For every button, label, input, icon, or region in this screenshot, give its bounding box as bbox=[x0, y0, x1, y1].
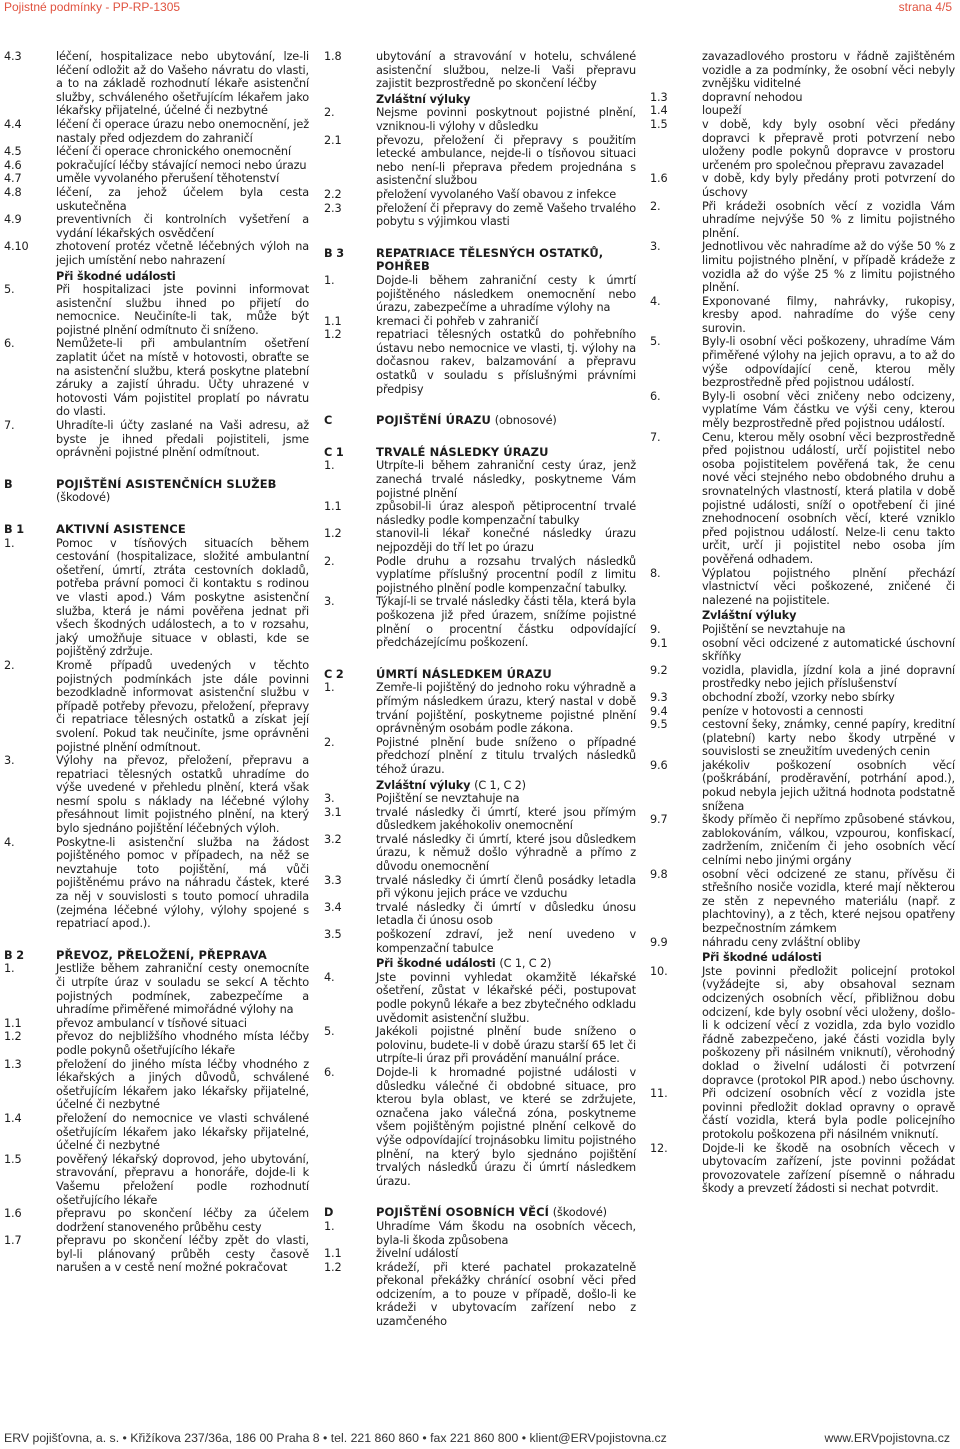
subheading bbox=[650, 951, 955, 965]
clause-item bbox=[324, 681, 636, 735]
page-number: strana 4/5 bbox=[898, 0, 952, 14]
section-title: TRVALÉ NÁSLEDKY ÚRAZU bbox=[376, 444, 549, 459]
clause-text: přeložení do nemocnice ve vlasti schválené ošetřujícím lékařem jako lékařsky přijatelné, účelné či nezbytné bbox=[56, 1111, 309, 1153]
clause-text: Cenu, kterou měly osobní věci bezprostředně před pojistnou událostí, určí pojistitel nebo osoba pojistitelem pověřená tak, že cenu nové věci stejného nebo obdobného druhu a srovnatelných vlastností, která platila v době pojistné události, sníží o opotřebení či jiné znehodnocení osobních věcí, které vzniklo před pojistnou událostí. Nelze-li cenu takto určit, určí ji pojistitel nebo osoba jím pověřená odhadem. bbox=[702, 430, 955, 566]
clause-text: přeložení či přepravy do země Vašeho trvalého pobytu s výjimkou vlasti bbox=[376, 201, 636, 229]
clause-item bbox=[324, 1247, 636, 1261]
clause-number: 7. bbox=[4, 419, 15, 433]
clause-text: léčení či operace chronického onemocnění bbox=[56, 145, 291, 159]
clause-item bbox=[4, 1030, 309, 1057]
clause-number: 1. bbox=[324, 459, 335, 473]
clause-item bbox=[324, 874, 636, 901]
clause-item bbox=[324, 901, 636, 928]
clause-number: 1. bbox=[4, 536, 15, 550]
spacer bbox=[4, 460, 309, 466]
clause-number: 1.5 bbox=[4, 1152, 22, 1166]
clause-item bbox=[4, 118, 309, 145]
column-middle bbox=[324, 50, 636, 1329]
clause-text: Výlohy na převoz, přeložení, přepravu a repatriaci tělesných ostatků uhradíme do výše uvedené v přehledu plnění, která však nesmí spolu s náklady na léčebné výlohy přesáhnout limit pojistného plnění, na který bylo sjednáno pojištění léčebných výloh. bbox=[56, 754, 309, 836]
clause-number: 2. bbox=[324, 554, 335, 568]
clause-item bbox=[4, 1207, 309, 1234]
clause-number: 1.3 bbox=[4, 1057, 22, 1071]
clause-text: krádeží, při které pachatel prokazatelně překonal překážky chránící osobní věci před odcizením, a to pouze v případě, došlo-li ke krádeži v ubytovacím zařízení nebo z uzamčeného bbox=[376, 1260, 636, 1329]
clause-number: 1.6 bbox=[650, 172, 668, 186]
clause-text: Pojištění se nevztahuje na bbox=[702, 622, 846, 636]
section-code: B 1 bbox=[4, 523, 24, 536]
section-heading bbox=[324, 1206, 636, 1220]
clause-text: cestovní šeky, známky, cenné papíry, kreditní (platební) karty nebo škody utrpěné v souvislosti se zneužitím uvedených cenin bbox=[702, 718, 955, 759]
clause-number: 3.2 bbox=[324, 832, 342, 846]
clause-item bbox=[650, 240, 955, 294]
clause-text: v době, kdy byly osobní věci předány dopravci k přepravě proti potvrzení nebo uloženy podle pokynů dopravce v prostoru určeném pro společnou přepravu zavazadel bbox=[702, 117, 955, 172]
section-heading bbox=[324, 668, 636, 682]
clause-text: trvalé následky či úmrtí, které jsou přímým důsledkem jakéhokoliv onemocnění bbox=[376, 805, 636, 833]
clause-number: 2.1 bbox=[324, 133, 342, 147]
section-title: AKTIVNÍ ASISTENCE bbox=[56, 522, 186, 536]
clause-item bbox=[650, 118, 955, 172]
clause-item bbox=[4, 283, 309, 337]
clause-text: kremaci či pohřeb v zahraničí bbox=[376, 314, 539, 328]
clause-item bbox=[650, 172, 955, 199]
clause-text: Uhradíte-li účty zaslané na Vaši adresu, až byste je ihned předali pojistiteli, jsme oprávněni pojistné plnění odmítnout. bbox=[56, 419, 309, 460]
clause-number: 9.1 bbox=[650, 636, 668, 650]
clause-number: 3. bbox=[650, 240, 661, 254]
document-title: Pojistné podmínky - PP-RP-1305 bbox=[4, 0, 181, 14]
clause-number: 1.1 bbox=[4, 1016, 22, 1030]
section-heading bbox=[4, 949, 309, 963]
spacer bbox=[324, 428, 636, 434]
section-code: D bbox=[324, 1206, 334, 1220]
clause-text: repatriaci tělesných ostatků do pohřebního ústavu nebo nemocnice ve vlasti, tj. výlohy na dočasnou rakev, balzamování a přepravu ostatků v souladu s příslušnými právními předpisy bbox=[376, 328, 636, 396]
clause-number: 4.4 bbox=[4, 117, 22, 131]
clause-text: trvalé následky či úmrtí členů posádky letadla při výkonu jejich práce ve vzduchu bbox=[376, 873, 636, 901]
clause-number: 1.3 bbox=[650, 90, 668, 104]
clause-item bbox=[650, 200, 955, 241]
clause-text: živelní událostí bbox=[376, 1247, 459, 1261]
clause-item bbox=[4, 159, 309, 173]
clause-number: 3. bbox=[324, 792, 335, 806]
section-type: (škodové) bbox=[552, 1206, 607, 1220]
clause-item bbox=[650, 868, 955, 936]
clause-item bbox=[324, 928, 636, 955]
clause-item bbox=[650, 335, 955, 389]
clause-number: 1.1 bbox=[324, 1247, 342, 1261]
subheading-text: Při škodné události bbox=[56, 269, 176, 283]
clause-item bbox=[324, 792, 636, 806]
clause-number: 4. bbox=[650, 294, 661, 308]
subheading-text: Při škodné události bbox=[702, 951, 822, 965]
clause-number: 1.1 bbox=[324, 314, 342, 328]
clause-number: 4. bbox=[4, 835, 15, 849]
clause-item bbox=[4, 50, 309, 118]
clause-number: 1. bbox=[324, 273, 335, 287]
clause-text: způsobil-li úraz alespoň pětiprocentní trvalé následky podle kompenzační tabulky bbox=[376, 500, 636, 527]
clause-text: preventivních či kontrolních vyšetření a vydání lékařských osvědčení bbox=[56, 213, 309, 240]
clause-item bbox=[324, 50, 636, 91]
clause-item bbox=[324, 1066, 636, 1188]
clause-item bbox=[650, 104, 955, 118]
clause-text: Utrpíte-li během zahraniční cesty úraz, jenž zanechá trvalé následky, poskytneme Vám pojistné plnění bbox=[376, 459, 636, 500]
clause-item bbox=[650, 91, 955, 105]
clause-number: 5. bbox=[4, 283, 15, 297]
clause-text: Při odcizení osobních věcí z vozidla jste povinni předložit doklad opravny o opravě částí vozidla, která byla podle policejního protokolu poškozena při násilném vniknutí. bbox=[702, 1087, 955, 1141]
clause-item bbox=[4, 1153, 309, 1207]
section-code: B 2 bbox=[4, 948, 24, 962]
clause-text: Pojištění se nevztahuje na bbox=[376, 792, 520, 806]
clause-item bbox=[324, 1025, 636, 1066]
clause-item bbox=[650, 623, 955, 637]
clause-item bbox=[4, 240, 309, 267]
clause-text: zavazadlového prostoru v řádně zajištěném vozidle a za podmínky, že osobní věci nebyly zvnějšku viditelné bbox=[702, 50, 955, 91]
clause-number: 1.2 bbox=[324, 527, 342, 541]
subheading-text: Zvláštní výluky bbox=[702, 609, 797, 623]
section-heading bbox=[4, 523, 309, 537]
section-code: C 2 bbox=[324, 667, 344, 681]
clause-item bbox=[4, 537, 309, 659]
clause-number: 7. bbox=[650, 430, 661, 444]
column-right bbox=[650, 50, 955, 1196]
clause-item bbox=[4, 1058, 309, 1112]
clause-number: 4.7 bbox=[4, 172, 22, 186]
clause-text: Byly-li osobní věci poškozeny, uhradíme Vám přiměřené výlohy na jejich opravu, a to až do výše odpovídající ceně, kterou měly bezprostředně před pojistnou událostí. bbox=[702, 335, 955, 390]
clause-number: 1.1 bbox=[324, 500, 342, 514]
clause-text: stanovil-li lékař konečné následky úrazu nejpozději do tří let po úrazu bbox=[376, 527, 636, 554]
clause-number: 1.8 bbox=[324, 50, 342, 63]
clause-text: poškození zdraví, jež není uvedeno v kompenzační tabulce bbox=[376, 928, 636, 955]
clause-number: 4.10 bbox=[4, 240, 29, 254]
clause-item bbox=[324, 1261, 636, 1329]
clause-item bbox=[4, 1112, 309, 1153]
subheading-text: Při škodné události bbox=[376, 957, 496, 971]
clause-number: 1. bbox=[324, 1219, 335, 1233]
spacer bbox=[324, 396, 636, 402]
section-heading bbox=[324, 414, 636, 428]
clause-number: 1. bbox=[4, 962, 15, 976]
clause-number: 1.4 bbox=[4, 1111, 22, 1125]
section-code: C 1 bbox=[324, 445, 344, 459]
clause-number: 2.3 bbox=[324, 201, 342, 215]
clause-number: 3.5 bbox=[324, 928, 342, 942]
clause-item bbox=[650, 759, 955, 813]
clause-item bbox=[324, 595, 636, 649]
clause-number: 6. bbox=[650, 389, 661, 403]
clause-text: Při krádeži osobních věcí z vozidla Vám uhradíme nejvýše 50 % z limitu pojistného plnění. bbox=[702, 199, 955, 240]
clause-number: 4.9 bbox=[4, 213, 22, 227]
clause-item bbox=[324, 971, 636, 1025]
clause-number: 9.5 bbox=[650, 718, 668, 732]
clause-number: 6. bbox=[4, 337, 15, 351]
clause-number: 4. bbox=[324, 970, 335, 984]
clause-text: Poskytne-li asistenční služba na žádost pojištěného pomoc v případech, na něž se nevztahuje toto pojištění, má vůči pojištěnému právo na náhradu částek, které za něj v souvislosti s touto pomocí uhradila (zejména léčebné výlohy, výlohy spojené s repatriací apod.). bbox=[56, 835, 309, 931]
clause-number: 1.2 bbox=[324, 1260, 342, 1274]
subheading bbox=[324, 93, 636, 107]
clause-text: přepravu po skončení léčby zpět do vlasti, byl-li plánovaný průběh cesty časově narušen a v cestě není možné pokračovat bbox=[56, 1234, 309, 1275]
clause-text: převoz do nejbližšího vhodného místa léčby podle pokynů ošetřujícího lékaře bbox=[56, 1030, 309, 1057]
subheading-text: Zvláštní výluky bbox=[376, 778, 471, 792]
clause-number: 10. bbox=[650, 964, 668, 978]
subheading-text: Zvláštní výluky bbox=[376, 92, 471, 106]
clause-number: 9.7 bbox=[650, 813, 668, 827]
clause-item bbox=[4, 337, 309, 419]
clause-number: 2.2 bbox=[324, 187, 342, 201]
clause-text: Dojde-li ke škodě na osobních věcech v ubytovacím zařízení, jste povinni požádat provozovatele zařízení písemně o náhradu škody a prevzetí žádosti si nechat potvrdit. bbox=[702, 1141, 955, 1196]
clause-text: léčení či operace úrazu nebo onemocnění, jež nastaly před odjezdem do zahraničí bbox=[56, 117, 309, 145]
clause-text: Týkají-li se trvalé následky části těla, která byla poškozena již před úrazem, snížíme pojistné plnění o procentní částku odpovídající předcházejícímu poškození. bbox=[376, 595, 636, 650]
clause-item bbox=[4, 1234, 309, 1275]
section-title: ÚMRTÍ NÁSLEDKEM ÚRAZU bbox=[376, 666, 552, 681]
clause-text: Dojde-li k hromadné pojistné události v důsledku válečné či obdobné situace, pro kterou byla oblast, ve které se zdržujete, označena jako válečná zóna, poskytneme všem pojištěným pojistné plnění celkově do výše odpovídající trojnásobku limitu pojistného plnění, na který bylo sjednáno pojištění trvalých následků úrazu či úmrtí následkem úrazu. bbox=[376, 1065, 636, 1188]
section-code: C bbox=[324, 414, 333, 428]
clause-item bbox=[324, 315, 636, 329]
clause-number: 1.2 bbox=[4, 1030, 22, 1044]
clause-item bbox=[650, 705, 955, 719]
clause-item bbox=[324, 1220, 636, 1247]
section-type: (škodové) bbox=[56, 491, 111, 505]
section-code: B bbox=[4, 477, 13, 491]
clause-text: v době, kdy byly předány proti potvrzení do úschovy bbox=[702, 172, 955, 199]
footer-contact: ERV pojišťovna, a. s. • Křižíkova 237/36a, 186 00 Praha 8 • tel. 221 860 860 • fax 221 860 800 • klient@ERVpojistovna.cz bbox=[4, 1431, 667, 1445]
clause-number: 9. bbox=[650, 622, 661, 636]
clause-item bbox=[650, 813, 955, 867]
clause-number: 5. bbox=[650, 335, 661, 349]
section-title: POJIŠTĚNÍ OSOBNÍCH VĚCÍ bbox=[376, 1205, 549, 1220]
clause-number: 3.4 bbox=[324, 900, 342, 914]
clause-number: 1.4 bbox=[650, 104, 668, 118]
clause-item bbox=[324, 328, 636, 396]
section-type: (obnosové) bbox=[494, 414, 557, 428]
clause-item bbox=[650, 637, 955, 664]
clause-item bbox=[4, 1017, 309, 1031]
column-left bbox=[4, 50, 309, 1275]
clause-text: škody příměo či nepřímo způsobené stávkou, zablokováním, válkou, vzpourou, konfiskací, zadržením, zničením či jeho osobních věcí celními nebo jinými orgány bbox=[702, 813, 955, 868]
clause-number: 1. bbox=[324, 681, 335, 695]
clause-text: Jste povinni předložit policejní protokol (vyžádejte si, aby obsahoval seznam odcizených osobních věcí, přibližnou dobu odcizení, kde byly osobní věci uloženy, došlo-li k odcizení věcí z vozidla, zda bylo vozidlo řádně zabezpečeno, jaké části vozidla byly poškozeny při násilném vniknutí), věrohodný doklad o živelní události či potvrzení dopravce (protokol PIR apod.) nebo úschovny. bbox=[702, 964, 955, 1087]
clause-text: pokračující léčby stávající nemoci nebo úrazu bbox=[56, 158, 307, 172]
clause-number: 8. bbox=[650, 566, 661, 580]
clause-item bbox=[324, 274, 636, 315]
section-code: B 3 bbox=[324, 246, 344, 260]
clause-text: dopravní nehodou bbox=[702, 90, 803, 104]
clause-number: 3. bbox=[4, 754, 15, 768]
spacer bbox=[4, 505, 309, 511]
subheading bbox=[650, 609, 955, 623]
clause-text: převozu, přeložení či přepravy s použitím letecké ambulance, nejde-li o tísňovou situaci nebo není-li přeprava předem projednána s asistenční službou bbox=[376, 133, 636, 188]
clause-number: 1.5 bbox=[650, 117, 668, 131]
clause-number: 9.8 bbox=[650, 867, 668, 881]
clause-text: jakékoliv poškození osobních věcí (poškrábání, proděravění, potrhání apod.), pokud nebyla jejich užitná hodnota podstatně snížena bbox=[702, 758, 955, 813]
clause-number: 3.3 bbox=[324, 873, 342, 887]
clause-item bbox=[4, 145, 309, 159]
section-title: POJIŠTĚNÍ ASISTENČNÍCH SLUŽEB bbox=[56, 476, 277, 491]
subheading bbox=[324, 957, 636, 971]
clause-text: Jednotlivou věc nahradíme až do výše 50 % z limitu pojistného plnění, v případě krádeže z vozidla až do výše 25 % z limitu pojistného plnění. bbox=[702, 240, 955, 295]
clause-text: zhotovení protéz včetně léčebných výloh na jejich umístění nebo nahrazení bbox=[56, 240, 309, 267]
clause-text: léčení, hospitalizace nebo ubytování, lze-li léčení odložit až do Vašeho návratu do vlasti, a to na základě rozhodnutí lékaře asistenční služby, schváleného ošetřujícím lékařem jako lékařsky přijatelné, účelné či nezbytné bbox=[56, 50, 309, 118]
clause-text: trvalé následky či úmrtí, které jsou důsledkem úrazu, k němuž došlo výhradně a přímo z důvodu onemocnění bbox=[376, 832, 636, 874]
clause-item bbox=[324, 736, 636, 777]
clause-text: Pomoc v tísňových situacích během cestování (hospitalizace, složité ambulantní ošetření, úmrtí, ztráta cestovních dokladů, potřeba právní pomoci či kontaktu s rodinou ve vlasti apod.) Vám poskytne asistenční služba, která je námi pověřena jednat při všech škodných událostech, a to v rozsahu, jaký umožňuje situace v oblasti, kde se pojištěný zdržuje. bbox=[56, 536, 309, 659]
section-heading bbox=[324, 446, 636, 460]
clause-text: Kromě případů uvedených v těchto pojistných podmínkách jste dále povinni bezodkladně informovat asistenční službu v případě potřeby převozu, přeložení, přepravy či repatriace tělesných ostatků a získat její svolení. Pokud tak neučiníte, jsme oprávněni pojistné plnění odmítnout. bbox=[56, 658, 309, 754]
clause-number: 1.7 bbox=[4, 1234, 22, 1248]
spacer bbox=[4, 931, 309, 937]
clause-item bbox=[324, 555, 636, 596]
section-title: REPATRIACE TĚLESNÝCH OSTATKŮ, POHŘEB bbox=[376, 245, 604, 274]
clause-text: ubytování a stravování v hotelu, schválené asistenční službou, nelze-li Vaši přepravu zajistit bezprostředně po skončení léčby bbox=[376, 50, 636, 91]
clause-item bbox=[4, 962, 309, 1016]
clause-item bbox=[650, 718, 955, 759]
clause-text: přeložení do jiného místa léčby vhodného z lékařských a jiných důvodů, schválené ošetřujícím lékařem jako lékařsky přijatelné, účelné či nezbytné bbox=[56, 1057, 309, 1112]
clause-text: Podle druhu a rozsahu trvalých následků vyplatíme příslušný procentní podíl z limitu pojistného plnění podle kompenzační tabulky. bbox=[376, 554, 636, 595]
clause-item bbox=[650, 567, 955, 608]
clause-item bbox=[324, 188, 636, 202]
subheading bbox=[324, 779, 636, 793]
clause-text: Jste povinni vyhledat okamžitě lékařské ošetření, zůstat v lékařské péči, postupovat podle pokynů lékaře a bez zbytečného odkladu uvědomit asistenční službu. bbox=[376, 970, 636, 1025]
clause-text: přeložení vyvolaného Vaší obavou z infekce bbox=[376, 187, 617, 201]
clause-number: 2. bbox=[324, 735, 335, 749]
clause-text: převoz ambulancí v tísňové situaci bbox=[56, 1016, 247, 1030]
clause-item bbox=[650, 295, 955, 336]
clause-number: 5. bbox=[324, 1025, 335, 1039]
clause-number: 9.3 bbox=[650, 690, 668, 704]
clause-text: vozidla, plavidla, jízdní kola a jiné dopravní prostředky nebo jejich příslušenství bbox=[702, 663, 955, 691]
clause-number: 3. bbox=[324, 595, 335, 609]
clause-number: 4.3 bbox=[4, 50, 22, 63]
clause-item bbox=[324, 459, 636, 500]
clause-item bbox=[324, 134, 636, 188]
section-title: POJIŠTĚNÍ ÚRAZU bbox=[376, 413, 491, 428]
clause-item bbox=[324, 806, 636, 833]
clause-item bbox=[324, 833, 636, 874]
spacer bbox=[324, 650, 636, 656]
clause-text: Zemře-li pojištěný do jednoho roku výhradně a přímým následkem úrazu, který nastal v době trvání pojištění, poskytneme pojistné plnění oprávněným osobám podle zákona. bbox=[376, 681, 636, 736]
subheading-scope: (C 1, C 2) bbox=[499, 957, 552, 971]
clause-text: Nemůžete-li při ambulantním ošetření zaplatit účet na místě v hotovosti, obraťte se na asistenční službu, která poskytne platební záruky a zajistí úhradu. Účty uhrazené v hotovosti Vám pojistitel proplatí po návratu do vlasti. bbox=[56, 337, 309, 419]
section-heading bbox=[324, 247, 636, 274]
clause-item bbox=[4, 754, 309, 836]
clause-item bbox=[650, 390, 955, 431]
clause-text: náhradu ceny zvláštní obliby bbox=[702, 935, 861, 949]
clause-number: 3.1 bbox=[324, 805, 342, 819]
clause-item bbox=[324, 527, 636, 554]
clause-item bbox=[650, 431, 955, 567]
page-footer bbox=[0, 1428, 960, 1449]
clause-item bbox=[4, 659, 309, 754]
clause-text: uměle vyvolaného přerušení těhotenství bbox=[56, 172, 280, 186]
page-header bbox=[0, 0, 960, 18]
spacer bbox=[324, 1188, 636, 1194]
clause-number: 2. bbox=[650, 199, 661, 213]
clause-text: pověřený lékařský doprovod, jeho ubytování, stravování, přepravu a honoráře, dojde-li k Vašemu přeložení podle rozhodnutí ošetřujícího lékaře bbox=[56, 1152, 309, 1207]
clause-text: Při hospitalizaci jste povinni informovat asistenční službu ihned po přijetí do nemocnice. Neučiníte-li tak, může být pojistné plnění odmítnuto či sníženo. bbox=[56, 283, 309, 337]
clause-number: 2. bbox=[324, 106, 335, 120]
clause-text: obchodní zboží, vzorky nebo sbírky bbox=[702, 690, 895, 704]
clause-text: Výplatou pojistného plnění přechází vlastnictví věci poškozené, zničené či nalezené na pojistitele. bbox=[702, 566, 955, 607]
clause-item bbox=[324, 106, 636, 133]
clause-item bbox=[650, 1087, 955, 1141]
clause-item bbox=[324, 500, 636, 527]
clause-item bbox=[324, 202, 636, 229]
clause-item bbox=[650, 1142, 955, 1196]
clause-number: 11. bbox=[650, 1087, 668, 1101]
clause-text: Dojde-li během zahraniční cesty k úmrtí pojištěného následkem onemocnění nebo úrazu, zabezpečíme a uhradíme výlohy na bbox=[376, 273, 636, 315]
clause-number: 9.9 bbox=[650, 935, 668, 949]
clause-text: Jestliže během zahraniční cesty onemocníte či utrpíte úraz v souladu se sekcí A těchto pojistných podmínek, zabezpečíme a uhradíme přiměřené mimořádné výlohy na bbox=[56, 962, 309, 1017]
subheading-scope: (C 1, C 2) bbox=[474, 778, 526, 792]
clause-number: 1.2 bbox=[324, 328, 342, 342]
clause-number: 9.4 bbox=[650, 704, 668, 718]
clause-text: Pojistné plnění bude sníženo o případné předchozí plnění z titulu trvalých následků téhož úrazu. bbox=[376, 735, 636, 776]
clause-item bbox=[650, 50, 955, 91]
clause-item bbox=[4, 172, 309, 186]
clause-item bbox=[650, 936, 955, 950]
clause-number: 4.6 bbox=[4, 158, 22, 172]
clause-text: Uhradíme Vám škodu na osobních věcech, byla-li škoda způsobena bbox=[376, 1219, 636, 1247]
clause-item bbox=[650, 965, 955, 1087]
clause-text: loupeží bbox=[702, 104, 742, 118]
clause-item bbox=[4, 419, 309, 460]
clause-text: léčení, za jehož účelem byla cesta uskutečněna bbox=[56, 185, 309, 213]
section-title: PŘEVOZ, PŘELOŽENÍ, PŘEPRAVA bbox=[56, 947, 267, 962]
clause-item bbox=[4, 836, 309, 931]
footer-website: www.ERVpojistovna.cz bbox=[824, 1431, 950, 1445]
clause-text: osobní věci odcizené ze stanu, přívěsu či střešního nosiče vozidla, které mají některou ze stěn z nepevného materiálu (např. z plachtoviny), a z těch, které nejsou opatřeny bezpečnostním zámkem bbox=[702, 867, 955, 935]
clause-text: Exponované filmy, nahrávky, rukopisy, kresby apod. nahradíme do výše ceny surovin. bbox=[702, 294, 955, 335]
clause-number: 6. bbox=[324, 1065, 335, 1079]
spacer bbox=[324, 229, 636, 235]
section-heading bbox=[4, 478, 309, 505]
clause-number: 9.2 bbox=[650, 663, 668, 677]
subheading bbox=[4, 270, 309, 284]
clause-text: trvalé následky či úmrtí v důsledku únosu letadla či únosu osob bbox=[376, 900, 636, 928]
clause-item bbox=[650, 691, 955, 705]
clause-text: Jakékoli pojistné plnění bude sníženo o polovinu, budete-li v době úrazu starší 65 let či utrpíte-li úraz při provádění manuální práce. bbox=[376, 1025, 636, 1066]
clause-item bbox=[650, 664, 955, 691]
clause-number: 12. bbox=[650, 1141, 668, 1155]
clause-text: Byly-li osobní věci zničeny nebo odcizeny, vyplatíme Vám částku ve výši ceny, kterou měly bezprostředně před pojistnou událostí. bbox=[702, 389, 955, 431]
clause-text: peníze v hotovosti a cennosti bbox=[702, 704, 864, 718]
clause-number: 4.5 bbox=[4, 145, 22, 159]
clause-text: Nejsme povinni poskytnout pojistné plnění, vzniknou-li výlohy v důsledku bbox=[376, 106, 636, 133]
clause-text: přepravu po skončení léčby za účelem dodržení stanoveného průběhu cesty bbox=[56, 1207, 309, 1234]
clause-number: 1.6 bbox=[4, 1207, 22, 1221]
clause-item bbox=[4, 213, 309, 240]
clause-number: 9.6 bbox=[650, 758, 668, 772]
clause-number: 2. bbox=[4, 658, 15, 672]
clause-number: 4.8 bbox=[4, 185, 22, 199]
clause-item bbox=[4, 186, 309, 213]
clause-text: osobní věci odcizené z automatické úschovní skříňky bbox=[702, 636, 955, 664]
